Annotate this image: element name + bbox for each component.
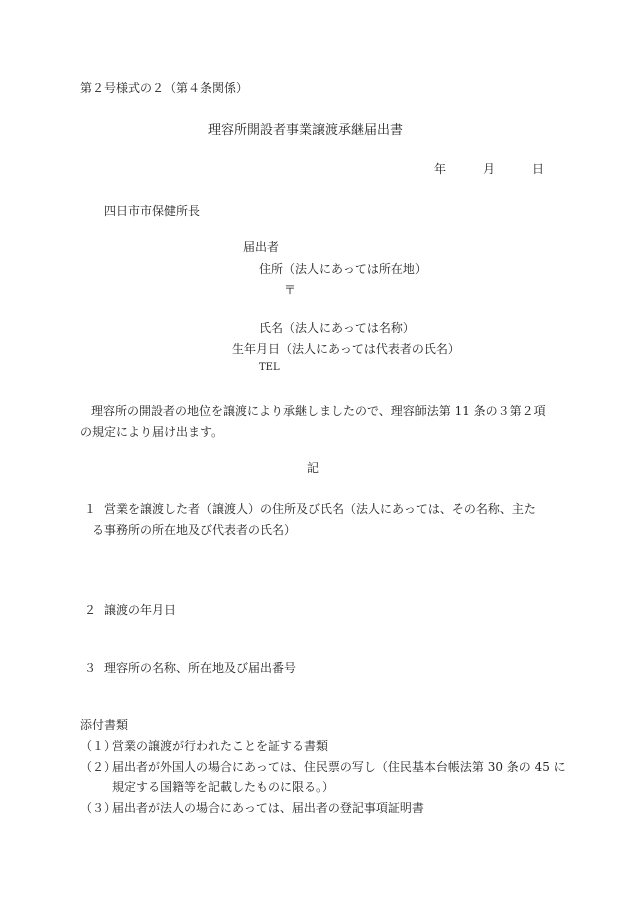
tel-label: TEL <box>259 362 280 373</box>
statement-line-2: の規定により届け出ます。 <box>80 425 224 439</box>
attachment-3-text: 届出者が法人の場合にあっては、届出者の登記事項証明書 <box>112 801 424 815</box>
attachment-2-number: （２） <box>80 760 117 774</box>
attachment-1-text: 営業の譲渡が行われたことを証する書類 <box>112 739 329 753</box>
date-year: 年 <box>434 162 447 176</box>
address-label: 住所（法人にあっては所在地） <box>259 262 427 276</box>
ki-heading: 記 <box>307 461 320 475</box>
applicant-heading: 届出者 <box>243 240 280 254</box>
item-1-line-2: る事務所の所在地及び代表者の氏名） <box>92 523 297 537</box>
attachments-heading: 添付書類 <box>80 718 129 732</box>
item-1-number: １ <box>84 502 97 516</box>
statement-line-1: 理容所の開設者の地位を譲渡により承継しましたので、理容師法第 11 条の３第２項 <box>91 404 546 418</box>
attachment-2-line-1: 届出者が外国人の場合にあっては、住民票の写し（住民基本台帳法第 30 条の 45 に <box>112 760 566 774</box>
postal-mark: 〒 <box>284 283 297 297</box>
item-3-text: 理容所の名称、所在地及び届出番号 <box>104 661 297 675</box>
attachment-3-number: （３） <box>80 801 117 815</box>
name-label: 氏名（法人にあっては名称） <box>259 321 415 335</box>
document-title: 理容所開設者事業譲渡承継届出書 <box>208 123 404 138</box>
form-number: 第２号様式の２（第４条関係） <box>80 81 249 95</box>
birth-label: 生年月日（法人にあっては代表者の氏名） <box>232 342 460 356</box>
addressee: 四日市市保健所長 <box>104 204 201 218</box>
date-day: 日 <box>532 162 545 176</box>
item-1-line-1: 営業を譲渡した者（譲渡人）の住所及び氏名（法人にあっては、その名称、主た <box>104 502 536 516</box>
item-2-number: ２ <box>84 603 97 617</box>
item-3-number: ３ <box>84 661 97 675</box>
attachment-1-number: （１） <box>80 739 117 753</box>
item-2-text: 譲渡の年月日 <box>104 603 177 617</box>
date-month: 月 <box>483 162 496 176</box>
attachment-2-line-2: 規定する国籍等を記載したものに限る。） <box>112 780 335 794</box>
